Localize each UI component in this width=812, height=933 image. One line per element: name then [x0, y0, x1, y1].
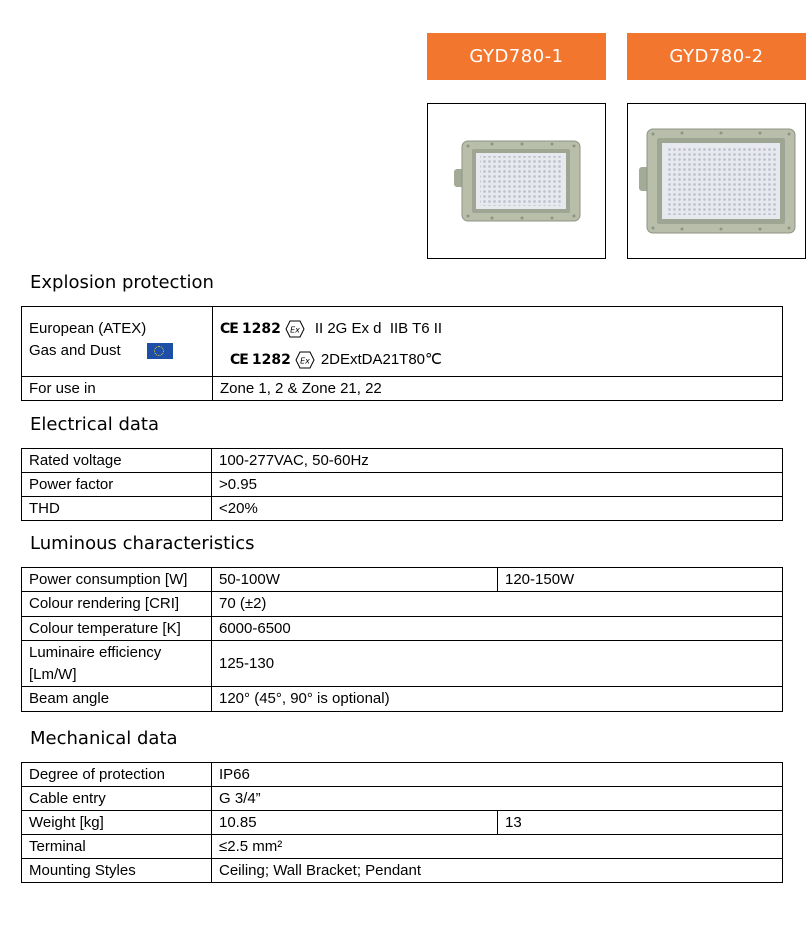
beam-angle-value: 120° (45°, 90° is optional): [212, 687, 783, 712]
luminaire-efficiency-value: 125-130: [212, 641, 783, 687]
table-row: [22, 568, 783, 592]
power-consumption-value-1: 50-100W: [212, 568, 498, 592]
colour-rendering-label: Colour rendering [CRI]: [22, 592, 212, 617]
colour-rendering-value: 70 (±2): [212, 592, 783, 617]
rated-voltage-label: Rated voltage: [22, 449, 212, 473]
rated-voltage-value: 100-277VAC, 50-60Hz: [212, 449, 783, 473]
colour-temperature-value: 6000-6500: [212, 617, 783, 641]
terminal-label: Terminal: [22, 835, 212, 859]
mechanical-data-title: Mechanical data: [30, 728, 178, 749]
power-factor-label: Power factor: [22, 473, 212, 497]
weight-value-2: 13: [498, 811, 783, 835]
mounting-styles-value: Ceiling; Wall Bracket; Pendant: [212, 859, 783, 883]
dust-marking: 2DExtDA21T80℃: [320, 351, 442, 368]
product-image-1: [427, 103, 606, 259]
for-use-value: Zone 1, 2 & Zone 21, 22: [213, 377, 783, 401]
atex-label-cell: [22, 307, 213, 377]
luminous-characteristics-title: Luminous characteristics: [30, 533, 255, 554]
table-row: [22, 811, 783, 835]
atex-label: European (ATEX): [29, 320, 147, 337]
electrical-data-table: [21, 448, 783, 521]
degree-of-protection-value: IP66: [212, 763, 783, 787]
ex-hexagon-icon: [285, 320, 305, 338]
floodlight-large-image: [637, 127, 797, 235]
power-consumption-label: Power consumption [W]: [22, 568, 212, 592]
power-consumption-value-2: 120-150W: [498, 568, 783, 592]
power-factor-value: >0.95: [212, 473, 783, 497]
ex-symbol-text: Ex: [289, 325, 300, 335]
table-row: [22, 787, 783, 811]
explosion-protection-title: Explosion protection: [30, 272, 214, 293]
table-row: [22, 641, 783, 687]
mounting-styles-label: Mounting Styles: [22, 859, 212, 883]
cert-number-2: 1282: [251, 352, 291, 368]
degree-of-protection-label: Degree of protection: [22, 763, 212, 787]
table-row: [22, 449, 783, 473]
table-row: [22, 473, 783, 497]
table-row: [22, 859, 783, 883]
ce-mark: CE: [220, 321, 238, 337]
terminal-value: ≤2.5 mm²: [212, 835, 783, 859]
mechanical-data-table: [21, 762, 783, 883]
table-row: [22, 307, 783, 377]
product-image-2: [627, 103, 806, 259]
model-tab-2: GYD780-2: [627, 33, 806, 80]
beam-angle-label: Beam angle: [22, 687, 212, 712]
table-row: [22, 377, 783, 401]
gas-marking-line: [220, 318, 782, 340]
luminous-characteristics-table: [21, 567, 783, 712]
for-use-label: For use in: [22, 377, 213, 401]
weight-label: Weight [kg]: [22, 811, 212, 835]
eu-flag-icon: [147, 343, 173, 359]
weight-value-1: 10.85: [212, 811, 498, 835]
cert-number: 1282: [241, 321, 281, 337]
luminaire-efficiency-label: Luminaire efficiency [Lm/W]: [22, 641, 212, 687]
table-row: [22, 592, 783, 617]
atex-marking-cell: [213, 307, 783, 377]
colour-temperature-label: Colour temperature [K]: [22, 617, 212, 641]
ce-mark-2: CE: [230, 352, 248, 368]
thd-value: <20%: [212, 497, 783, 521]
gas-marking: II 2G Ex d IIB T6 II: [314, 320, 443, 337]
explosion-protection-table: [21, 306, 783, 401]
ex-symbol-text: Ex: [299, 356, 310, 366]
thd-label: THD: [22, 497, 212, 521]
table-row: [22, 763, 783, 787]
cable-entry-value: G 3/4”: [212, 787, 783, 811]
cable-entry-label: Cable entry: [22, 787, 212, 811]
model-tab-1: GYD780-1: [427, 33, 606, 80]
table-row: [22, 497, 783, 521]
table-row: [22, 835, 783, 859]
table-row: [22, 617, 783, 641]
ex-hexagon-icon: [295, 351, 315, 369]
table-row: [22, 687, 783, 712]
floodlight-small-image: [452, 139, 582, 223]
gas-dust-label-row: [29, 341, 212, 361]
electrical-data-title: Electrical data: [30, 414, 159, 435]
gas-dust-label: Gas and Dust: [29, 342, 121, 359]
dust-marking-line: [220, 349, 782, 371]
